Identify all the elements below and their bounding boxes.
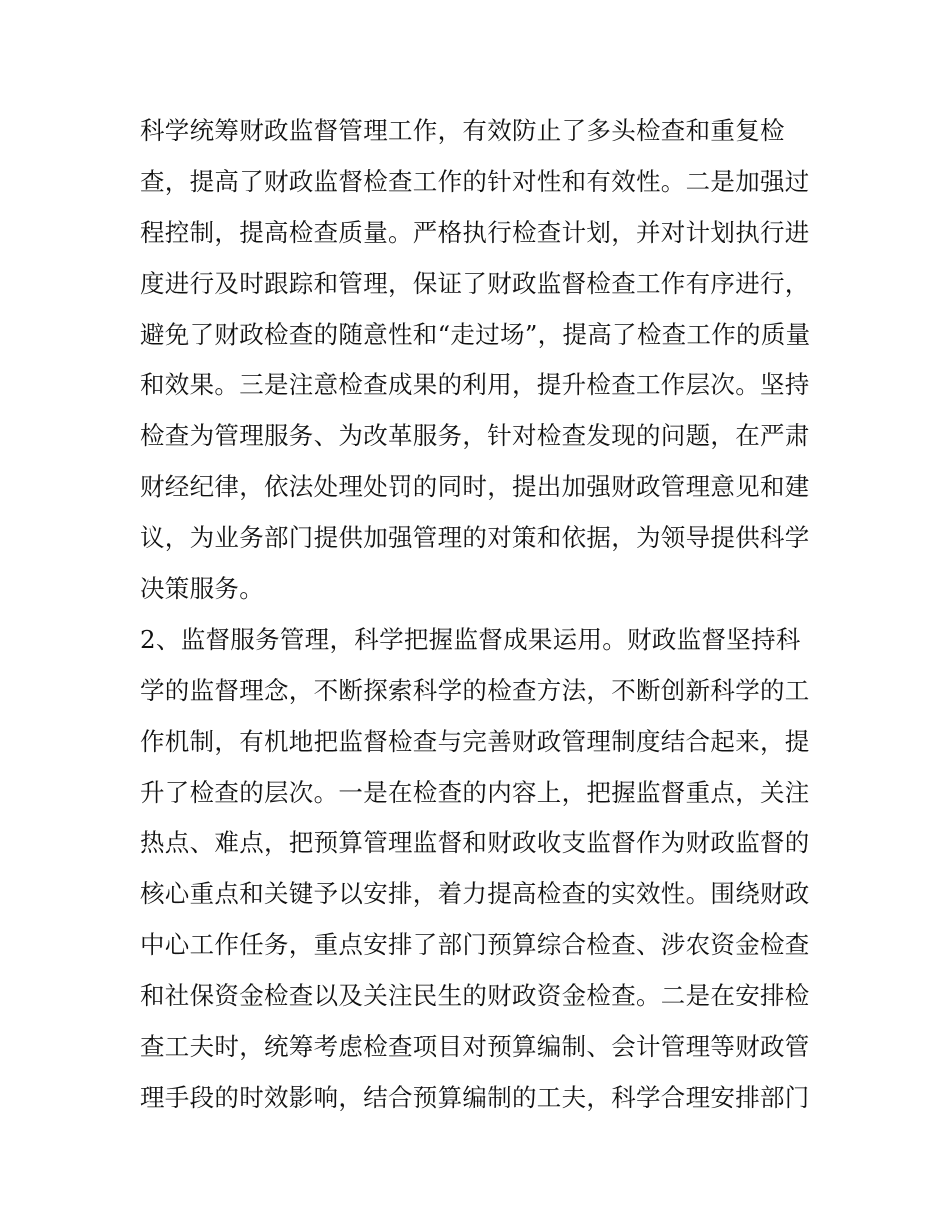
text-line: 热点、难点，把预算管理监督和财政收支监督作为财政监督的 <box>140 828 810 858</box>
text-line: 科学统筹财政监督管理工作，有效防止了多头检查和重复检 <box>140 116 785 145</box>
text-line: 查工夫时，统筹考虑检查项目对预算编制、会计管理等财政管 <box>140 1032 810 1062</box>
text-line: 财经纪律，依法处理处罚的同时，提出加强财政管理意见和建 <box>140 472 810 502</box>
text-line: 升了检查的层次。一是在检查的内容上，把握监督重点，关注 <box>140 777 810 807</box>
text-line: 核心重点和关键予以安排，着力提高检查的实效性。围绕财政 <box>140 879 810 909</box>
text-line: 理手段的时效影响，结合预算编制的工夫，科学合理安排部门 <box>140 1082 810 1112</box>
text-line: 避免了财政检查的随意性和“走过场”，提高了检查工作的质量 <box>140 319 811 349</box>
text-line: 检查为管理服务、为改革服务，针对检查发现的问题，在严肃 <box>140 421 810 451</box>
text-line: 议，为业务部门提供加强管理的对策和依据，为领导提供科学 <box>140 523 810 553</box>
body-text <box>140 106 820 1124</box>
text-line: 决策服务。 <box>140 574 264 604</box>
text-line: 和效果。三是注意检查成果的利用，提升检查工作层次。坚持 <box>140 370 810 400</box>
text-line: 程控制，提高检查质量。严格执行检查计划，并对计划执行进 <box>140 217 810 247</box>
text-line: 2、监督服务管理，科学把握监督成果运用。财政监督坚持科 <box>140 624 801 654</box>
text-line: 作机制，有机地把监督检查与完善财政管理制度结合起来，提 <box>140 726 810 756</box>
text-line: 度进行及时跟踪和管理，保证了财政监督检查工作有序进行， <box>140 268 810 298</box>
text-line: 中心工作任务，重点安排了部门预算综合检查、涉农资金检查 <box>140 930 810 960</box>
text-line: 查，提高了财政监督检查工作的针对性和有效性。二是加强过 <box>140 166 810 196</box>
text-line: 学的监督理念，不断探索科学的检查方法，不断创新科学的工 <box>140 675 810 705</box>
text-line: 和社保资金检查以及关注民生的财政资金检查。二是在安排检 <box>140 981 810 1011</box>
